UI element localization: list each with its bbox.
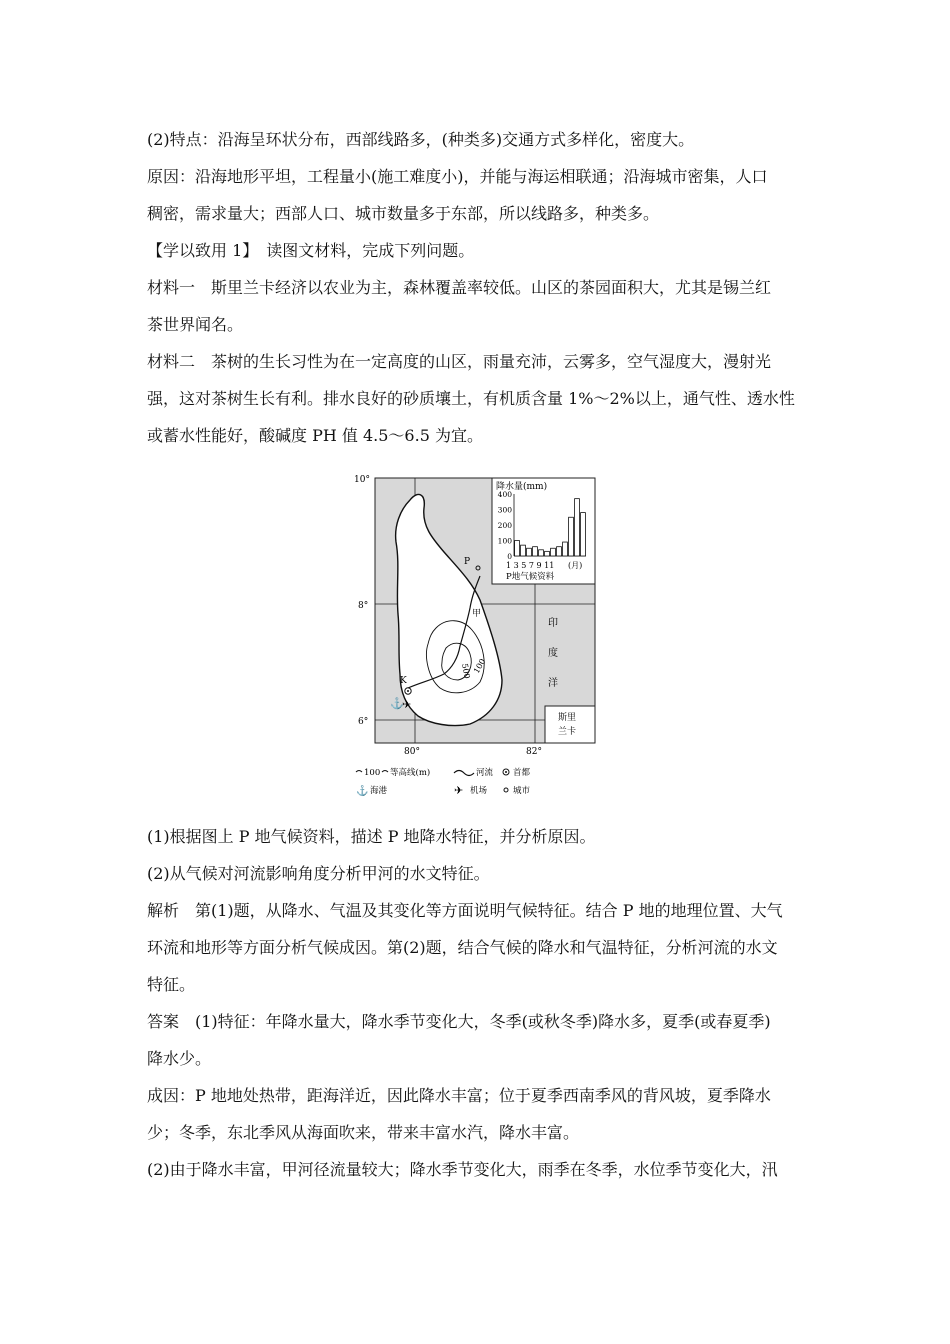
text-line: 茶世界闻名。 bbox=[147, 315, 244, 334]
lat-label-8: 8° bbox=[358, 601, 369, 611]
port-legend-icon: ⚓ bbox=[356, 786, 369, 797]
chart-ytick-label: 0 bbox=[507, 552, 512, 561]
airport-legend-icon: ✈ bbox=[454, 784, 464, 797]
legend-port: 海港 bbox=[370, 786, 388, 796]
question-2: (2)从气候对河流影响角度分析甲河的水文特征。 bbox=[147, 864, 490, 883]
map-svg bbox=[340, 468, 610, 798]
analysis-line: 特征。 bbox=[147, 975, 196, 994]
chart-ylabel: 降水量(mm) bbox=[496, 482, 548, 492]
text-line: 强，这对茶树生长有利。排水良好的砂质壤土，有机质含量 1%～2%以上，通气性、透水性 bbox=[147, 389, 795, 408]
place-label-p: P bbox=[464, 557, 471, 567]
chart-xlabel: (月) bbox=[568, 561, 583, 570]
chart-ytick-label: 100 bbox=[497, 536, 512, 546]
text-line: 稠密，需求量大；西部人口、城市数量多于东部，所以线路多，种类多。 bbox=[147, 204, 660, 223]
chart-bar-5 bbox=[539, 550, 544, 556]
country-box bbox=[545, 706, 595, 743]
answer-line: 答案 (1)特征：年降水量大，降水季节变化大，冬季(或秋冬季)降水多，夏季(或春夏季) bbox=[147, 1012, 771, 1031]
analysis-line: 环流和地形等方面分析气候成因。第(2)题，结合气候的降水和气温特征，分析河流的水文 bbox=[147, 938, 778, 957]
chart-ytick-label: 200 bbox=[497, 521, 512, 530]
chart-ytick-label: 400 bbox=[497, 490, 512, 499]
airport-icon: ✈ bbox=[402, 698, 412, 711]
text-line: 原因：沿海地形平坦，工程量小(施工难度小)，并能与海运相联通；沿海城市密集，人口 bbox=[147, 167, 768, 186]
chart-bar-2 bbox=[521, 545, 526, 556]
lon-label-82: 82° bbox=[526, 747, 542, 757]
place-label-k: K bbox=[400, 676, 407, 686]
legend-river: 河流 bbox=[476, 768, 494, 778]
legend-city: 城市 bbox=[513, 786, 531, 796]
answer-line: 少；冬季，东北季风从海面吹来，带来丰富水汽，降水丰富。 bbox=[147, 1123, 580, 1142]
chart-title: P地气候资料 bbox=[506, 572, 555, 582]
text-line: 材料二 茶树的生长习性为在一定高度的山区，雨量充沛，云雾多，空气湿度大，漫射光 bbox=[147, 352, 772, 371]
chart-bar-12 bbox=[581, 513, 586, 556]
ocean-label-1: 印 bbox=[548, 618, 558, 629]
port-icon: ⚓ bbox=[390, 697, 404, 710]
legend-capital: 首都 bbox=[513, 768, 531, 778]
country-label-1: 斯里 bbox=[558, 713, 577, 723]
chart-bar-6 bbox=[545, 551, 550, 556]
chart-bar-4 bbox=[533, 547, 538, 556]
chart-xticks: 1 3 5 7 9 11 bbox=[506, 561, 555, 570]
answer-line: (2)由于降水丰富，甲河径流量较大；降水季节变化大，雨季在冬季，水位季节变化大，汛 bbox=[147, 1160, 778, 1179]
chart-bar-10 bbox=[569, 517, 574, 556]
text-line: (2)特点：沿海呈环状分布，西部线路多，(种类多)交通方式多样化，密度大。 bbox=[147, 130, 695, 149]
text-line: 材料一 斯里兰卡经济以农业为主，森林覆盖率较低。山区的茶园面积大，尤其是锡兰红 bbox=[147, 278, 772, 297]
legend-contour-value: 100 bbox=[364, 768, 381, 778]
contour-label-500: 500 bbox=[460, 662, 472, 680]
question-1: (1)根据图上 P 地气候资料，描述 P 地降水特征，并分析原因。 bbox=[147, 827, 596, 846]
sri-lanka-map-figure bbox=[340, 468, 610, 798]
map-legend bbox=[356, 767, 531, 797]
exercise-heading: 【学以致用 1】 读图文材料，完成下列问题。 bbox=[147, 241, 475, 260]
chart-bar-7 bbox=[551, 548, 556, 556]
chart-bar-11 bbox=[575, 499, 580, 556]
country-label-2: 兰卡 bbox=[558, 727, 577, 737]
chart-bar-9 bbox=[563, 542, 568, 556]
chart-bar-8 bbox=[557, 547, 562, 556]
river-legend-icon bbox=[454, 771, 474, 776]
ocean-label-3: 洋 bbox=[548, 678, 558, 689]
river-label: 甲 bbox=[472, 609, 482, 619]
text-line: 或蓄水性能好，酸碱度 PH 值 4.5～6.5 为宜。 bbox=[147, 426, 483, 445]
answer-line: 降水少。 bbox=[147, 1049, 212, 1068]
lat-label-10: 10° bbox=[354, 475, 370, 485]
lon-label-80: 80° bbox=[404, 747, 420, 757]
chart-bar-3 bbox=[527, 548, 532, 556]
ocean-label-2: 度 bbox=[548, 648, 558, 659]
contour-label-100: 100 bbox=[471, 657, 488, 675]
lat-label-6: 6° bbox=[358, 717, 369, 727]
legend-contour: 等高线(m) bbox=[390, 768, 431, 778]
precip-chart-inset bbox=[492, 478, 595, 584]
chart-ytick-label: 300 bbox=[497, 505, 512, 515]
chart-bar-1 bbox=[515, 541, 520, 557]
answer-line: 成因：P 地地处热带，距海洋近，因此降水丰富；位于夏季西南季风的背风坡，夏季降水 bbox=[147, 1086, 771, 1105]
city-legend-icon bbox=[504, 788, 508, 792]
legend-airport: 机场 bbox=[470, 786, 488, 796]
analysis-line: 解析 第(1)题，从降水、气温及其变化等方面说明气候特征。结合 P 地的地理位置、大气 bbox=[147, 901, 783, 920]
